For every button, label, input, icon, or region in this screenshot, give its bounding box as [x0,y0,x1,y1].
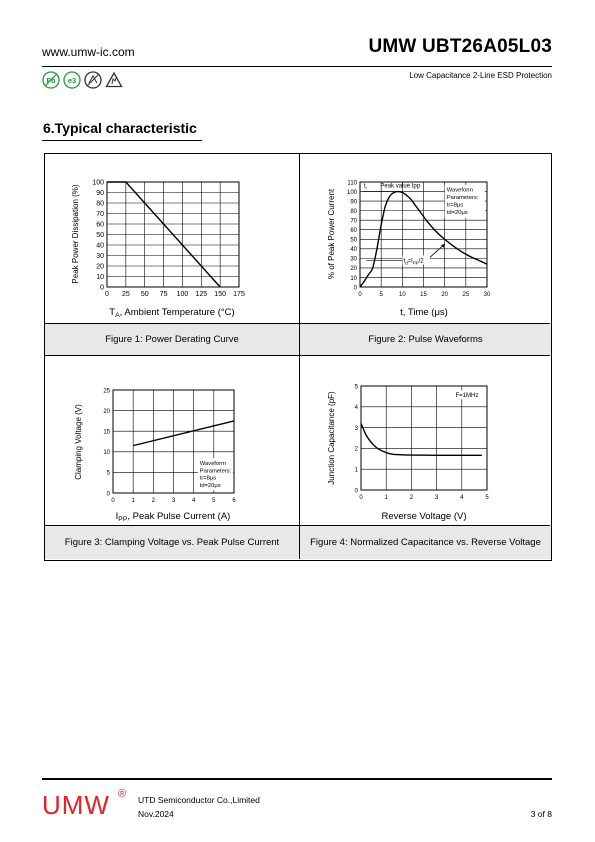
figure-4-caption: Figure 4: Normalized Capacitance vs. Reverse Voltage [300,526,551,559]
power-derating-chart [45,154,299,323]
x-axis-label-part: T [109,307,116,318]
tr-annotation-part: t [363,183,366,190]
section-title: 6.Typical characteristic [43,120,197,136]
clamping-voltage-chart [45,356,299,525]
y-tick-label: 80 [96,200,104,208]
y-tick-label: 0 [354,488,358,495]
y-axis-label: Clamping Voltage (V) [74,404,83,480]
y-tick-label: 60 [96,221,104,229]
figure-table [44,153,552,561]
td-annotation-part: /2 [418,258,424,265]
x-axis-label-part: , Ambient Temperature (°C) [119,307,235,318]
plot-frame [361,386,487,490]
registered-mark: ® [118,788,127,800]
legend-text: tr=8μs [446,202,464,209]
x-tick-label: 75 [159,291,168,298]
footer-divider [42,778,552,780]
x-tick-label: 5 [379,292,383,298]
y-tick-label: 90 [350,199,357,206]
td-arrowhead [441,244,445,248]
y-tick-label: 25 [103,388,110,395]
y-tick-label: 110 [347,180,357,187]
y-tick-label: 60 [350,228,357,235]
y-tick-label: 0 [353,285,357,292]
y-tick-label: 5 [354,384,358,391]
x-tick-label: 0 [359,495,363,501]
x-tick-label: 0 [111,498,115,504]
figure-3-caption: Figure 3: Clamping Voltage vs. Peak Pulse Current [45,526,299,559]
figure-2-cell [300,154,551,323]
x-tick-label: 150 [214,291,226,298]
pulse-waveform-chart [300,154,551,323]
y-tick-label: 4 [354,405,358,412]
x-tick-label: 3 [434,495,439,501]
y-axis-label: Peak Power Dissipation (%) [71,184,80,284]
certification-icons [42,71,123,89]
e3-icon [63,71,81,89]
y-tick-label: 70 [350,218,357,225]
y-tick-label: 1 [354,467,358,474]
legend-text: td=20μs [446,209,468,216]
svg-text:e3: e3 [67,76,77,85]
y-tick-label: 100 [346,189,357,196]
figure-2-caption: Figure 2: Pulse Waveforms [300,324,551,355]
y-tick-label: 30 [350,256,357,263]
x-tick-label: 2 [151,498,156,504]
y-tick-label: 40 [350,247,357,254]
tr-annotation-part: r [365,185,367,191]
legend-text: Waveform [199,461,226,468]
x-axis-label-part: A [115,312,120,319]
x-tick-label: 1 [131,498,135,504]
x-tick-label: 50 [140,291,149,298]
td-annotation-part: PP [412,260,419,266]
td-annotation-part: t [403,258,406,265]
publication-date: Nov.2024 [138,809,174,819]
y-tick-label: 30 [96,252,104,260]
brand-logo: UMW [42,790,110,820]
y-tick-label: 3 [354,425,358,432]
legend-text: td=20μs [199,482,221,489]
capacitance-chart [300,356,551,525]
x-axis-label-part: I [115,511,119,522]
y-tick-label: 0 [100,284,104,292]
section-underline [42,140,202,141]
header-divider [42,66,552,67]
document-title: UMW UBT26A05L03 [368,36,552,57]
x-tick-label: 1 [384,495,388,501]
website-url[interactable]: www.umw-ic.com [42,45,135,59]
x-tick-label: 6 [232,498,236,504]
x-tick-label: 100 [176,291,189,298]
series-line [361,423,482,455]
legend-text: Parameters: [446,194,479,201]
x-tick-label: 25 [121,291,130,298]
y-tick-label: 50 [96,231,104,239]
company-name: UTD Semiconductor Co.,Limited [138,795,260,805]
td-annotation [404,259,425,266]
frequency-annotation: F=1MHz [455,393,479,400]
td-annotation-part: =I [407,258,413,265]
x-tick-label: 10 [398,292,406,298]
x-tick-label: 0 [358,292,362,298]
halogen-free-icon [84,71,102,89]
y-tick-label: 5 [106,470,110,477]
y-tick-label: 70 [96,210,104,218]
figure-4-cell [300,356,551,525]
x-tick-label: 125 [195,291,208,298]
y-tick-label: 90 [96,189,104,197]
x-tick-label: 25 [462,292,470,298]
y-tick-label: 10 [96,273,104,281]
y-tick-label: 15 [103,429,110,436]
x-tick-label: 175 [233,291,245,298]
document-subtitle: Low Capacitance 2-Line ESD Protection [409,71,552,80]
series-line [133,421,234,446]
figure-1-caption: Figure 1: Power Derating Curve [45,324,299,355]
x-tick-label: 2 [409,495,414,501]
x-tick-label: 0 [105,291,109,298]
figure-1-cell [45,154,299,323]
y-axis-label: Junction Capacitance (pF) [327,391,336,485]
y-tick-label: 100 [92,179,104,187]
x-tick-label: 3 [171,498,176,504]
peak-annotation: Peak value Ipp [380,183,421,190]
x-axis-label-part: PP [118,516,128,523]
y-tick-label: 20 [96,263,104,271]
x-axis-label [109,307,234,319]
x-tick-label: 30 [483,292,491,298]
y-tick-label: 20 [350,266,357,273]
x-tick-label: 4 [191,498,196,504]
x-axis-label [116,511,231,523]
y-tick-label: 10 [103,450,110,457]
esd-sensitive-icon [105,71,123,89]
pb-free-icon [42,71,60,89]
legend-text: tr=8μs [199,475,217,482]
tr-annotation [364,183,368,190]
y-tick-label: 20 [103,408,110,415]
x-tick-label: 5 [212,498,216,504]
y-tick-label: 50 [350,237,357,244]
x-tick-label: 20 [441,292,449,298]
x-axis-label: Reverse Voltage (V) [381,511,467,522]
page-number: 3 of 8 [530,809,552,819]
y-tick-label: 10 [350,275,357,282]
x-tick-label: 15 [420,292,427,298]
legend-text: Waveform [446,187,473,194]
x-axis-label-part: , Peak Pulse Current (A) [127,511,231,522]
y-axis-label: % of Peak Power Current [327,188,336,280]
y-tick-label: 40 [96,242,104,250]
td-annotation-part: d [405,260,408,266]
y-tick-label: 2 [354,446,358,453]
legend-text: Parameters: [199,468,232,475]
x-tick-label: 4 [460,495,464,501]
y-tick-label: 0 [106,491,110,498]
x-axis-label: t, Time (μs) [400,307,448,318]
figure-3-cell [45,356,299,525]
x-tick-label: 5 [485,495,489,501]
svg-text:Pb: Pb [46,78,56,85]
y-tick-label: 80 [350,208,357,215]
